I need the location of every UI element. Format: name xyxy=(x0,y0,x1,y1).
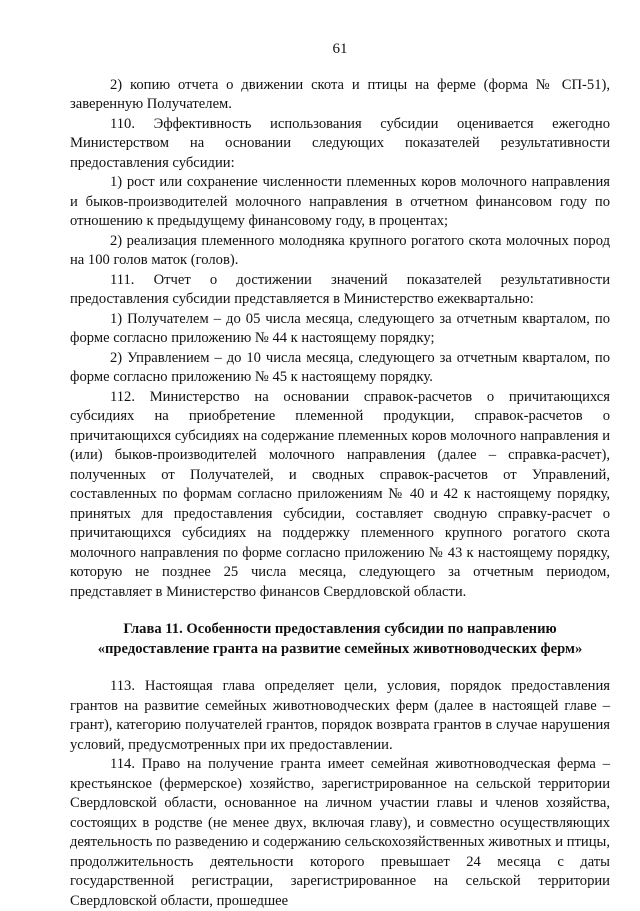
chapter-heading-line-2: «предоставление гранта на развитие семейных животноводческих ферм» xyxy=(97,640,583,657)
paragraph-111: 111. Отчет о достижении значений показателей результативности предоставления субсидии представляется в Министерство ежеквартально: xyxy=(70,271,610,307)
paragraph-111-item-2: 2) Управлением – до 10 числа месяца, следующего за отчетным кварталом, по форме согласно приложению № 45 к настоящему порядку. xyxy=(70,349,610,385)
chapter-heading-line-1: Глава 11. Особенности предоставления субсидии по направлению xyxy=(123,621,557,637)
paragraph-111-item-1: 1) Получателем – до 05 числа месяца, следующего за отчетным кварталом, по форме согласно приложению № 44 к настоящему порядку; xyxy=(70,310,610,346)
document-page xyxy=(70,40,610,911)
paragraph-113: 113. Настоящая глава определяет цели, условия, порядок предоставления грантов на развитие семейных животноводческих ферм (далее в настоящей главе – грант), категорию получателей грантов, порядок возврата грантов в случае нарушения условий, предусмотренных при их предоставлении. xyxy=(70,678,610,753)
paragraph-110-item-2-copy: 2) копию отчета о движении скота и птицы на ферме (форма № СП-51), заверенную Получателем. xyxy=(70,76,610,112)
paragraph-114: 114. Право на получение гранта имеет семейная животноводческая ферма – крестьянское (фермерское) хозяйство, зарегистрированное на сельской территории Свердловской области, основанное на личном участии главы и членов хозяйства, состоящих в родстве (не менее двух, включая главу), и совместно осуществляющих деятельность по разведению и содержанию сельскохозяйственных животных и птицы, продолжительность деятельности которого превышает 24 месяца с даты государственной регистрации, зарегистрированное на сельской территории Свердловской области, прошедшее xyxy=(70,756,610,909)
paragraph-110-item-1: 1) рост или сохранение численности племенных коров молочного направления и быков-производителей молочного направления в отчетном финансовом году по отношению к предыдущему финансовому году, в процентах; xyxy=(70,174,610,229)
paragraph-110-item-2: 2) реализация племенного молодняка крупного рогатого скота молочных пород на 100 голов маток (голов). xyxy=(70,232,610,268)
paragraph-112: 112. Министерство на основании справок-расчетов о причитающихся субсидиях на приобретение племенной продукции, справок-расчетов о причитающихся субсидиях на содержание племенных коров молочного направления и (или) быков-производителей молочного направления (далее – справка-расчет), полученных от Получателей, и сводных справок-расчетов от Управлений, составленных по формам согласно приложениям № 40 и 42 к настоящему порядку, принятых для предоставления субсидии, составляет сводную справку-расчет о причитающихся субсидиях на поддержку племенного крупного рогатого скота молочного направления по форме согласно приложению № 43 к настоящему порядку, которую не позднее 25 числа месяца, следующего за отчетным периодом, представляет в Министерство финансов Свердловской области. xyxy=(70,388,610,600)
paragraph-110: 110. Эффективность использования субсидии оценивается ежегодно Министерством на основании следующих показателей результативности предоставления субсидии: xyxy=(70,115,610,171)
chapter-heading xyxy=(70,620,610,659)
page-number: 61 xyxy=(332,41,348,57)
